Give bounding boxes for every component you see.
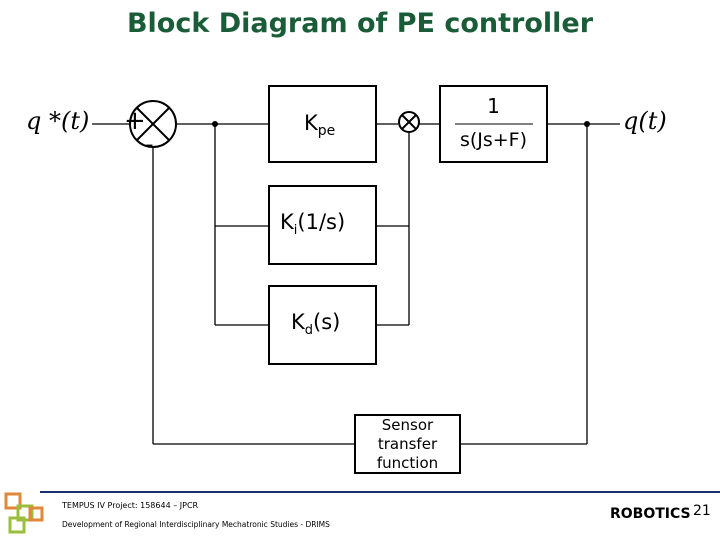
kd-main: K bbox=[291, 310, 305, 334]
footer-divider bbox=[40, 491, 720, 493]
ki-label bbox=[280, 210, 345, 238]
plant-numerator: 1 bbox=[487, 94, 500, 118]
kd-sub: d bbox=[304, 323, 314, 339]
input-label: q *(t) bbox=[26, 107, 90, 135]
multiplier-junction bbox=[399, 112, 419, 132]
page-number: 21 bbox=[693, 503, 711, 519]
kpe-main: K bbox=[304, 111, 318, 135]
sensor-label bbox=[355, 416, 460, 473]
sensor-line-3: function bbox=[376, 454, 439, 472]
kpe-sub: pe bbox=[317, 123, 336, 140]
footer-subtitle: Development of Regional Interdisciplinary Mechatronic Studies - DRIMS bbox=[62, 520, 330, 529]
ki-rest: (1/s) bbox=[297, 210, 346, 234]
output-label: q(t) bbox=[623, 107, 667, 135]
plant-denominator: s(Js+F) bbox=[459, 129, 528, 151]
sensor-line-1: Sensor bbox=[381, 416, 434, 434]
kd-label bbox=[291, 310, 340, 338]
footer-project: TEMPUS IV Project: 158644 – JPCR bbox=[62, 501, 199, 510]
sum-minus-sign: - bbox=[145, 130, 154, 158]
footer-course: ROBOTICS bbox=[610, 506, 691, 522]
sum-plus-sign: + bbox=[124, 106, 146, 136]
ki-sub: i bbox=[293, 223, 298, 239]
page-title: Block Diagram of PE controller bbox=[126, 8, 594, 39]
tempus-logo-icon bbox=[4, 492, 46, 536]
kpe-label bbox=[304, 111, 335, 139]
kd-rest: (s) bbox=[313, 310, 341, 334]
sensor-line-2: transfer bbox=[377, 435, 438, 453]
ki-main: K bbox=[280, 210, 294, 234]
